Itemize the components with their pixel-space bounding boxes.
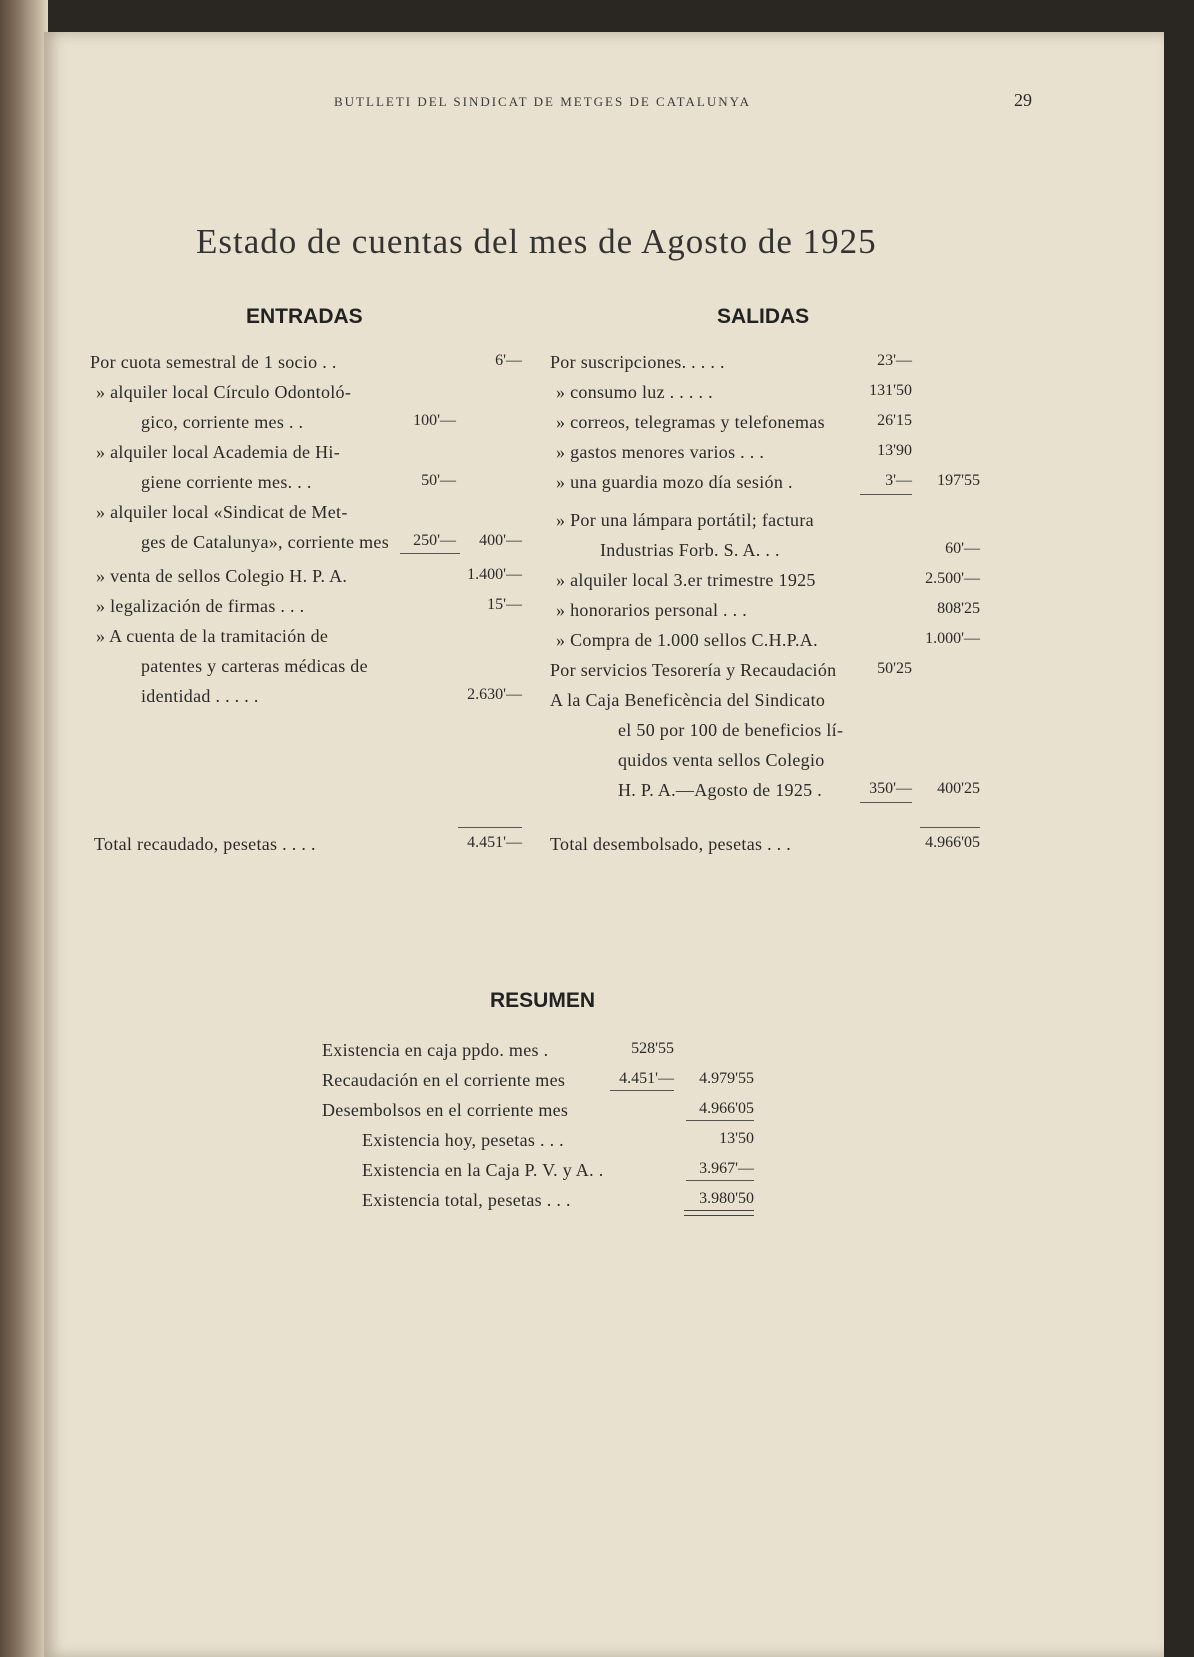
entradas-line-subamount: 50'— [421,472,456,489]
entradas-line-text: gico, corriente mes . . [141,412,304,432]
salidas-heading: SALIDAS [717,305,810,328]
resumen-row-label: Recaudación en el corriente mes [322,1070,566,1090]
entradas-line-subamount: 100'— [413,412,456,429]
entradas-line-amount: 400'— [479,532,522,549]
salidas-line-text: » consumo luz . . . . . [556,382,713,402]
subtotal-rule [860,802,912,803]
subtotal-rule [400,553,460,554]
salidas-line-text: quidos venta sellos Colegio [618,750,825,770]
salidas-line-amount: 197'55 [937,472,980,489]
entradas-total-value: 4.451'— [467,834,522,851]
resumen-row-amount: 3.980'50 [699,1190,754,1207]
entradas-line-text: » venta de sellos Colegio H. P. A. [96,566,348,586]
salidas-line-text: » gastos menores varios . . . [556,442,765,462]
entradas-line-subamount: 250'— [413,532,456,549]
salidas-line-amount: 1.000'— [925,630,980,647]
salidas-line-subamount: 50'25 [877,660,912,677]
book-spine [0,0,48,1657]
page-number: 29 [1014,90,1032,110]
subtotal-rule [610,1090,674,1091]
total-rule [458,827,522,828]
entradas-line-text: » alquiler local Academia de Hi- [96,442,341,462]
entradas-total-label: Total recaudado, pesetas . . . . [94,834,316,854]
salidas-line-text: » alquiler local 3.er trimestre 1925 [556,570,816,590]
page [44,32,1164,1657]
salidas-line-subamount: 350'— [869,780,912,797]
subtotal-rule [686,1120,754,1121]
salidas-total-value: 4.966'05 [925,834,980,851]
entradas-line-amount: 2.630'— [467,686,522,703]
entradas-line-text: » legalización de firmas . . . [96,596,305,616]
entradas-line-text: ges de Catalunya», corriente mes [141,532,390,552]
salidas-line-amount: 808'25 [937,600,980,617]
resumen-row-label: Existencia hoy, pesetas . . . [362,1130,564,1150]
subtotal-rule [686,1180,754,1181]
running-header: BUTLLETI DEL SINDICAT DE METGES DE CATALUNYA [334,94,751,109]
salidas-line-text: Por suscripciones. . . . . [550,352,725,372]
salidas-line-subamount: 3'— [885,472,912,489]
salidas-line-text: » Compra de 1.000 sellos C.H.P.A. [556,630,818,650]
entradas-line-text: » alquiler local Círculo Odontoló- [96,382,352,402]
resumen-row-label: Existencia total, pesetas . . . [362,1190,571,1210]
resumen-row-subamount: 4.451'— [619,1070,674,1087]
salidas-line-text: Industrias Forb. S. A. . . [600,540,780,560]
subtotal-rule [860,494,912,495]
resumen-row-label: Existencia en caja ppdo. mes . [322,1040,549,1060]
salidas-line-subamount: 23'— [877,352,912,369]
salidas-line-text: » una guardia mozo día sesión . [556,472,793,492]
salidas-total-label: Total desembolsado, pesetas . . . [550,834,792,854]
final-total-rule [684,1210,754,1216]
salidas-line-text: » honorarios personal . . . [556,600,748,620]
salidas-line-amount: 60'— [945,540,980,557]
entradas-line-text: giene corriente mes. . . [141,472,312,492]
total-rule [920,827,980,828]
entradas-line-text: Por cuota semestral de 1 socio . . [90,352,337,372]
salidas-line-text: el 50 por 100 de beneficios lí- [618,720,844,740]
salidas-line-subamount: 26'15 [877,412,912,429]
salidas-line-text: » Por una lámpara portátil; factura [556,510,814,530]
entradas-line-text: patentes y carteras médicas de [141,656,368,676]
resumen-row-label: Existencia en la Caja P. V. y A. . [362,1160,604,1180]
resumen-row-amount: 3.967'— [699,1160,754,1177]
salidas-line-amount: 2.500'— [925,570,980,587]
salidas-line-text: » correos, telegramas y telefonemas [556,412,825,432]
resumen-row-amount: 4.966'05 [699,1100,754,1117]
salidas-line-amount: 400'25 [937,780,980,797]
resumen-row-subamount: 528'55 [631,1040,674,1057]
salidas-line-text: H. P. A.—Agosto de 1925 . [618,780,823,800]
entradas-line-amount: 15'— [487,596,522,613]
resumen-row-label: Desembolsos en el corriente mes [322,1100,569,1120]
entradas-line-text: » alquiler local «Sindicat de Met- [96,502,348,522]
entradas-line-amount: 6'— [495,352,522,369]
resumen-row-amount: 4.979'55 [699,1070,754,1087]
salidas-line-text: A la Caja Beneficència del Sindicato [550,690,826,710]
resumen-heading: RESUMEN [490,989,596,1012]
entradas-heading: ENTRADAS [246,305,363,328]
salidas-line-subamount: 13'90 [877,442,912,459]
entradas-line-amount: 1.400'— [467,566,522,583]
salidas-line-text: Por servicios Tesorería y Recaudación [550,660,837,680]
entradas-line-text: » A cuenta de la tramitación de [96,626,329,646]
entradas-line-text: identidad . . . . . [141,686,259,706]
resumen-row-amount: 13'50 [719,1130,754,1147]
page-title: Estado de cuentas del mes de Agosto de 1925 [196,222,877,261]
salidas-line-subamount: 131'50 [869,382,912,399]
